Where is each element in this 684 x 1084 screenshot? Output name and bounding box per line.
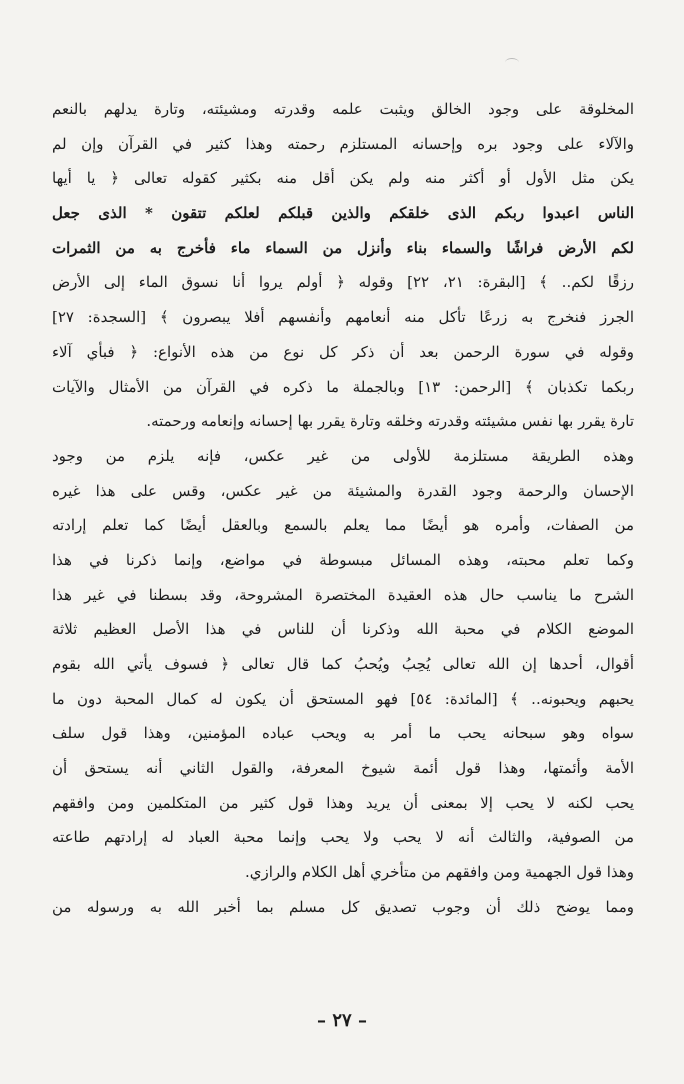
- text-line: ربكما تكذبان ﴾ [الرحمن: ١٣] وبالجملة ما ذكره في القرآن من الأمثال والآيات: [52, 377, 634, 396]
- text-line: يحب لكنه لا يحب إلا بمعنى أن يريد وهذا قول كثير من المتكلمين ومن وافقهم: [52, 793, 634, 812]
- text-line: الشرح ما يناسب حال هذه العقيدة المختصرة المشروحة، وقد بسطنا في غير هذا: [52, 585, 634, 604]
- text-line: لكم الأرض فراشًا والسماء بناء وأنزل من السماء ماء فأخرج به من الثمرات: [52, 238, 634, 257]
- text-line: والآلاء على وجود بره وإحسانه المستلزم رحمته وهذا كثير في القرآن وإن لم: [52, 134, 634, 153]
- scan-mark: [505, 58, 519, 67]
- text-line: الناس اعبدوا ربكم الذى خلقكم والذين قبلكم لعلكم تتقون * الذى جعل: [52, 204, 634, 223]
- text-line: ومما يوضح ذلك أن وجوب تصديق كل مسلم بما أخبر الله به ورسوله من: [52, 897, 634, 916]
- text-line: وهذه الطريقة مستلزمة للأولى من غير عكس، فإنه يلزم من وجود: [52, 446, 634, 465]
- text-line: الإحسان والرحمة وجود القدرة والمشيئة من غير عكس، وقس على هذا غيره: [52, 481, 634, 500]
- text-line: الأمة وأئمتها، وهذا قول أئمة شيوخ المعرفة، والقول الثاني أنه يستحق أن: [52, 759, 634, 778]
- text-line: أقوال، أحدها إن الله تعالى يُحِبُ ويُحبُ كما قال تعالى ﴿ فسوف يأتي الله بقوم: [52, 655, 634, 673]
- text-line: المخلوقة على وجود الخالق ويثبت علمه وقدرته ومشيئته، وتارة يدلهم بالنعم: [52, 100, 634, 118]
- text-line: وهذا قول الجهمية ومن وافقهم من متأخري أهل الكلام والرازي.: [244, 863, 634, 882]
- text-line: الجرز فنخرج به زرعًا تأكل منه أنعامهم وأنفسهم أفلا يبصرون ﴾ [السجدة: ٢٧]: [52, 308, 634, 327]
- text-line: من الصفات، وأمره هو أيضًا مما يعلم بالسمع وبالعقل أيضًا كما تعلم إرادته: [52, 516, 634, 535]
- text-line: من الصوفية، والثالث أنه لا يحب ولا يحب وإنما محبة العباد له إرادتهم طاعته: [52, 828, 634, 847]
- text-line: الموضع الكلام في محبة الله وذكرنا أن للناس في هذا الأصل العظيم ثلاثة: [52, 620, 634, 639]
- text-line: يكن مثل الأول أو أكثر منه ولم يكن أقل منه بكثير كقوله تعالى ﴿ يا أيها: [52, 169, 634, 188]
- body-text: [52, 92, 634, 925]
- text-line: يحبهم ويحبونه.. ﴾ [المائدة: ٥٤] فهو المستحق أن يكون له كمال المحبة دون ما: [52, 689, 634, 708]
- text-line: وقوله في سورة الرحمن بعد أن ذكر كل نوع من هذه الأنواع: ﴿ فبأي آلاء: [52, 342, 634, 361]
- text-line: رزقًا لكم.. ﴾ [البقرة: ٢١، ٢٢] وقوله ﴿ أولم يروا أنا نسوق الماء إلى الأرض: [52, 273, 634, 292]
- text-line: وكما تعلم محبته، وهذه المسائل مبسوطة في مواضع، وإنما ذكرنا في هذا: [52, 550, 634, 569]
- page-number: – ٢٧ –: [317, 1010, 367, 1031]
- text-line: سواه وهو سبحانه يحب ما أمر به ويحب عباده المؤمنين، وهذا قول سلف: [52, 724, 634, 743]
- text-line: تارة يقرر بها نفس مشيئته وقدرته وخلقه وتارة يقرر بها إحسانه وإنعامه ورحمته.: [146, 412, 634, 431]
